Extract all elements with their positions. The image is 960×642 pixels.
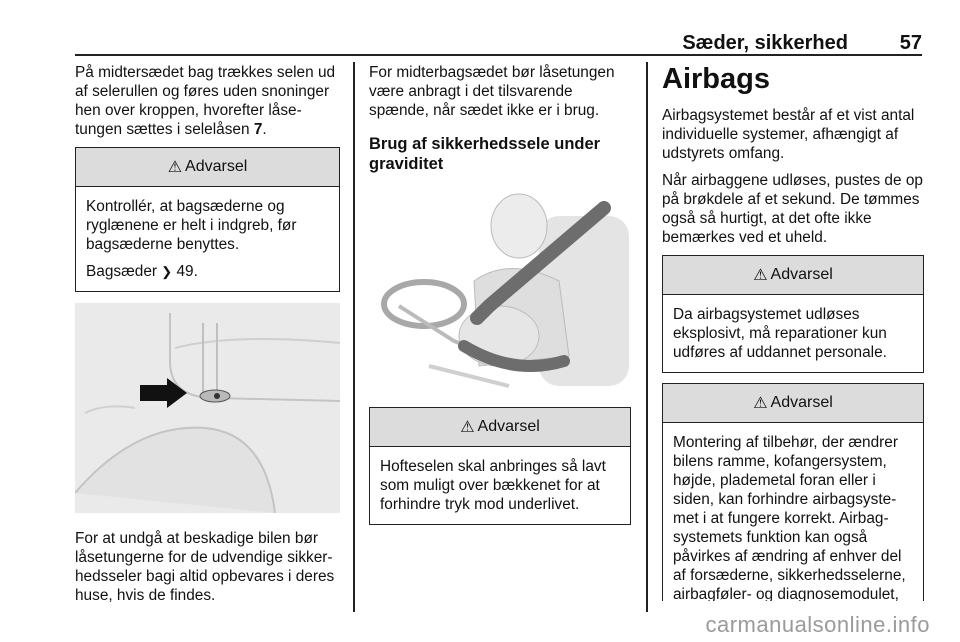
warning-title: Advarsel — [477, 418, 540, 435]
header-title: Sæder, sikkerhed — [682, 32, 848, 54]
warning-header — [370, 408, 630, 447]
paragraph: Når airbaggene udløses, pustes de op på brøkdele af et sekund. De tømmes også så hurtigt, at det ofte ikke bemærkes ved et uheld. — [662, 172, 923, 246]
column-divider-1 — [353, 62, 355, 612]
warning-triangle-icon: ⚠ — [460, 419, 475, 436]
cross-reference[interactable]: Bagsæder ❯ 49. — [86, 263, 198, 280]
header-rule — [75, 54, 922, 56]
warning-box — [75, 147, 340, 292]
page-number: 57 — [899, 32, 922, 54]
watermark: carmanualsonline.info — [705, 612, 930, 637]
warning-triangle-icon: ⚠ — [753, 267, 768, 284]
seat-belt-storage-drawing — [75, 303, 340, 513]
warning-triangle-icon: ⚠ — [167, 159, 183, 176]
pregnant-belt-drawing — [369, 186, 631, 394]
warning-header — [76, 148, 339, 187]
warning-title: Advarsel — [770, 266, 833, 283]
paragraph: Airbagsystemet består af et vist antal individuelle systemer, afhængigt af udstyrets omfang. — [662, 107, 915, 162]
section-heading: Brug af sikkerhedssele under graviditet — [369, 135, 601, 173]
warning-title: Advarsel — [185, 158, 248, 175]
warning-triangle-icon: ⚠ — [753, 395, 768, 412]
intro-paragraph: På midtersædet bag trækkes selen ud af selerullen og føres uden snoninger hen over kroppen, hvorefter låsetungen sættes i selelåsen 7. — [75, 64, 336, 138]
column-1 — [75, 63, 340, 613]
warning-text: Montering af tilbehør, der ændrer bilens ramme, kofangersystem, højde, plademetal foran eller i siden, kan forhindre airbagsystemet i at fungere korrekt. Airbagsystemets funktion kan også påvirkes af ændring af enhver del af forsæderne, sikkerhedsselerne, airbagføler- og diagnosemodulet, — [673, 434, 906, 601]
intro-paragraph: For midterbagsædet bør låsetungen være anbragt i det tilsvarende spænde, når sædet ikke er i brug. — [369, 64, 615, 119]
warning-box — [369, 407, 631, 525]
warning-text: Kontrollér, at bagsæderne og ryglænene er helt i indgreb, før bagsæderne benyttes. — [86, 198, 297, 253]
section-heading: Airbags — [662, 63, 770, 95]
outro-paragraph: For at undgå at beskadige bilen bør låsetungerne for de udvendige sikkerhedsseler bagi altid opbevares i deres huse, hvis de findes. — [75, 530, 335, 604]
warning-box — [662, 255, 924, 373]
warning-box — [662, 383, 924, 601]
column-divider-2 — [646, 62, 648, 612]
reference-arrow-icon: ❯ — [161, 264, 173, 279]
rear-seat-belt-illustration — [75, 303, 340, 513]
warning-header — [663, 256, 923, 295]
column-2 — [369, 63, 631, 525]
warning-header — [663, 384, 923, 423]
warning-title: Advarsel — [770, 394, 833, 411]
warning-text: Hofteselen skal anbringes så lavt som muligt over bækkenet for at forhindre tryk mod underlivet. — [380, 458, 606, 513]
warning-text: Da airbagsystemet udløses eksplosivt, må reparationer kun udføres af uddannet personale. — [673, 306, 887, 361]
column-3 — [662, 62, 924, 601]
pregnant-driver-illustration — [369, 186, 631, 394]
